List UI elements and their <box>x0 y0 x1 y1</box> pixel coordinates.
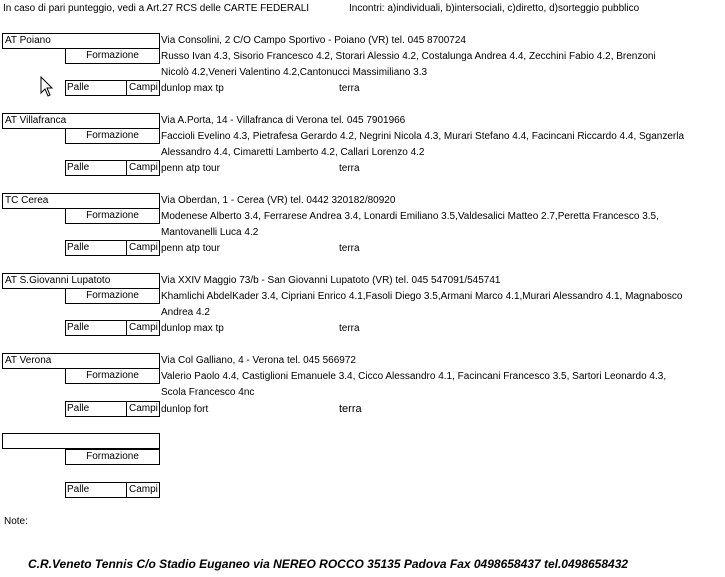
balls-value: penn atp tour <box>161 243 220 254</box>
club-address: Via XXIV Maggio 73/b - San Giovanni Lupatoto (VR) tel. 045 547091/545741 <box>161 275 501 286</box>
players-line: Alessandro 4.4, Cimaretti Lamberto 4.2, Callari Lorenzo 4.2 <box>161 147 425 158</box>
campi-label[interactable]: Campi <box>126 482 160 498</box>
campi-label[interactable]: Campi <box>126 320 160 336</box>
players-line: Scola Francesco 4nc <box>161 387 255 398</box>
club-name[interactable]: AT S.Giovanni Lupatoto <box>2 273 160 289</box>
club-address: Via Consolini, 2 C/O Campo Sportivo - Poiano (VR) tel. 045 8700724 <box>161 35 466 46</box>
players-line: Nicolò 4.2,Veneri Valentino 4.2,Cantonucci Massimiliano 3.3 <box>161 67 428 78</box>
club-name[interactable]: AT Villafranca <box>2 113 160 129</box>
mouse-pointer-icon <box>40 76 54 98</box>
formazione-label[interactable]: Formazione <box>65 208 160 224</box>
balls-value: dunlop max tp <box>161 323 224 334</box>
court-value: terra <box>339 83 360 94</box>
campi-label[interactable]: Campi <box>126 80 160 96</box>
palle-label[interactable]: Palle <box>65 240 127 256</box>
palle-label[interactable]: Palle <box>65 320 127 336</box>
campi-label[interactable]: Campi <box>126 160 160 176</box>
balls-value: penn atp tour <box>161 163 220 174</box>
formazione-label[interactable]: Formazione <box>65 449 160 465</box>
players-line: Mantovanelli Luca 4.2 <box>161 227 259 238</box>
club-name[interactable] <box>2 433 160 449</box>
club-name[interactable]: TC Cerea <box>2 193 160 209</box>
formazione-label[interactable]: Formazione <box>65 288 160 304</box>
campi-label[interactable]: Campi <box>126 401 160 417</box>
palle-label[interactable]: Palle <box>65 401 127 417</box>
club-address: Via Oberdan, 1 - Cerea (VR) tel. 0442 320182/80920 <box>161 195 396 206</box>
incontri-note: Incontri: a)individuali, b)intersociali, c)diretto, d)sorteggio pubblico <box>349 3 640 14</box>
players-line: Russo Ivan 4.3, Sisorio Francesco 4.2, Storari Alessio 4.2, Costalunga Andrea 4.4, Zecchini Fabio 4.2, Brenzoni <box>161 51 656 62</box>
rules-note: In caso di pari punteggio, vedi a Art.27 RCS delle CARTE FEDERALI <box>3 3 310 14</box>
balls-value: dunlop fort <box>161 404 209 415</box>
footer-contact: C.R.Veneto Tennis C/o Stadio Euganeo via NEREO ROCCO 35135 Padova Fax 0498658437 tel.0498658432 <box>28 557 629 571</box>
campi-label[interactable]: Campi <box>126 240 160 256</box>
note-label: Note: <box>4 516 28 527</box>
club-name[interactable]: AT Verona <box>2 353 160 369</box>
players-line: Andrea 4.2 <box>161 307 210 318</box>
club-address: Via Col Galliano, 4 - Verona tel. 045 566972 <box>161 355 356 366</box>
club-name[interactable]: AT Poiano <box>2 33 160 49</box>
formazione-label[interactable]: Formazione <box>65 48 160 64</box>
players-line: Modenese Alberto 3.4, Ferrarese Andrea 3.4, Lonardi Emiliano 3.5,Valdesalici Matteo 2.7,Peretta Francesco 3.5, <box>161 211 659 222</box>
court-value: terra <box>339 243 360 254</box>
formazione-label[interactable]: Formazione <box>65 128 160 144</box>
players-line: Valerio Paolo 4.4, Castiglioni Emanuele 3.4, Cicco Alessandro 4.1, Facincani Francesco 3.5, Sartori Leonardo 4.3, <box>161 371 667 382</box>
palle-label[interactable]: Palle <box>65 80 127 96</box>
court-value: terra <box>339 323 360 334</box>
players-line: Khamlichi AbdelKader 3.4, Cipriani Enrico 4.1,Fasoli Diego 3.5,Armani Marco 4.1,Murari Alessandro 4.1, Magnabosco <box>161 291 683 302</box>
court-value: terra <box>339 163 360 174</box>
formazione-label[interactable]: Formazione <box>65 368 160 384</box>
club-address: Via A.Porta, 14 - Villafranca di Verona tel. 045 7901966 <box>161 115 406 126</box>
court-value: terra <box>339 403 362 415</box>
balls-value: dunlop max tp <box>161 83 224 94</box>
palle-label[interactable]: Palle <box>65 482 127 498</box>
palle-label[interactable]: Palle <box>65 160 127 176</box>
players-line: Faccioli Evelino 4.3, Pietrafesa Gerardo 4.2, Negrini Nicola 4.3, Murari Stefano 4.4, Facincani Riccardo 4.4, Sganzerla <box>161 131 685 142</box>
